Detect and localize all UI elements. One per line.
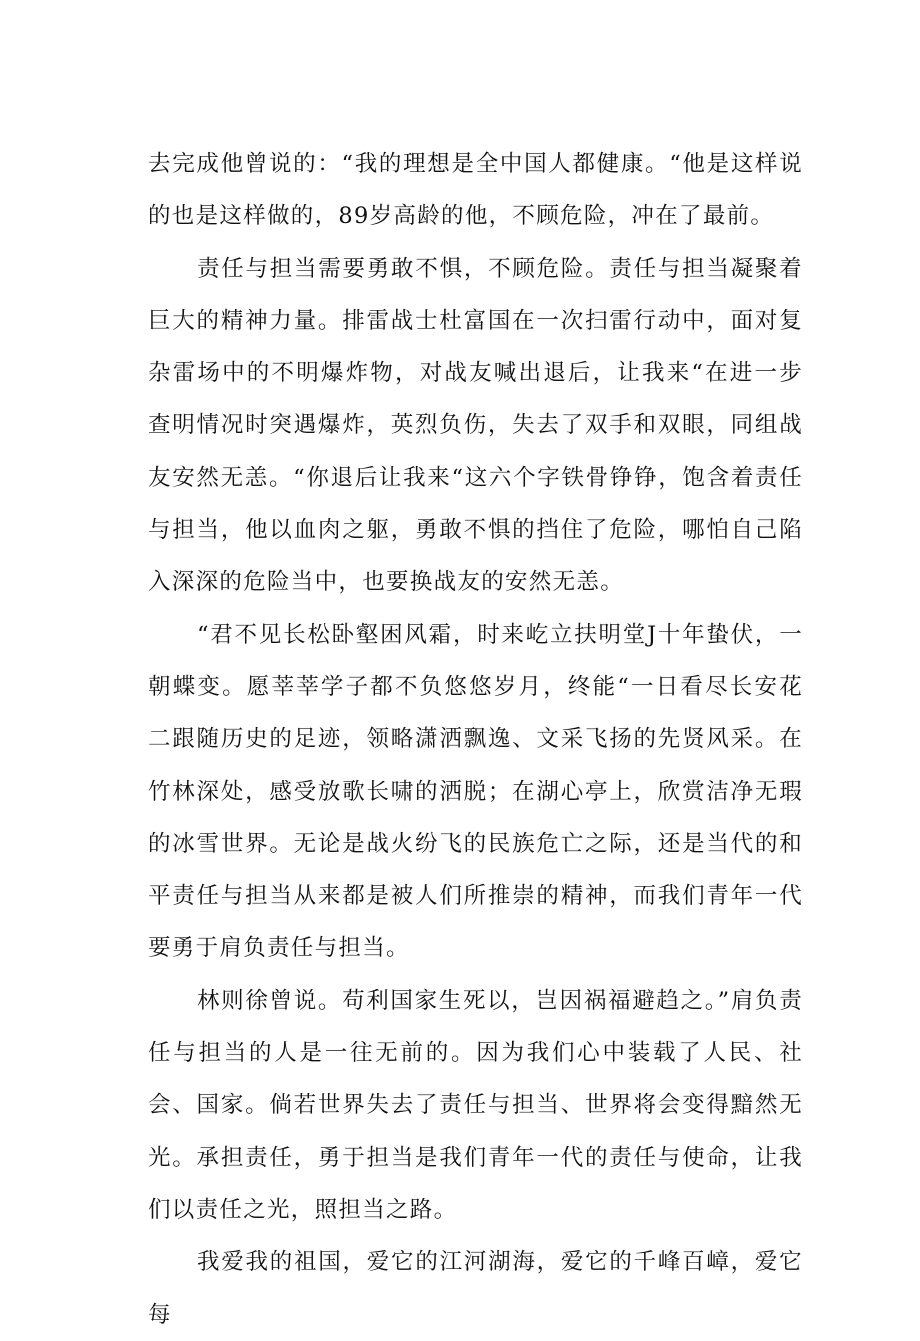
paragraph-2: 责任与担当需要勇敢不惧，不顾危险。责任与担当凝聚着巨大的精神力量。排雷战士杜富国在一次扫雷行动中，面对复杂雷场中的不明爆炸物，对战友喊出退后，让我来“在进一步查明情况时突遇爆炸，英烈负伤，失去了双手和双眼，同组战友安然无恙。“你退后让我来“这六个字铁骨铮铮，饱含着责任与担当，他以血肉之躯，勇敢不惧的挡住了危险，哪怕自己陷入深深的危险当中，也要换战友的安然无恙。 <box>148 255 803 596</box>
paragraph-5: 我爱我的祖国，爱它的江河湖海，爱它的千峰百嶂，爱它每 <box>148 1249 803 1328</box>
paragraph-1: 去完成他曾说的：“我的理想是全中国人都健康。“他是这样说的也是这样做的，89岁高龄的他，不顾危险，冲在了最前。 <box>148 151 803 230</box>
paragraph-3: “君不见长松卧壑困风霜，时来屹立扶明堂J十年蛰伏，一朝蝶变。愿莘莘学子都不负悠悠岁月，终能“一日看尽长安花二跟随历史的足迹，领略潇洒飘逸、文采飞扬的先贤风采。在竹林深处，感受放歌长啸的洒脱；在湖心亭上，欣赏洁净无瑕的冰雪世界。无论是战火纷飞的民族危亡之际，还是当代的和平责任与担当从来都是被人们所推崇的精神，而我们青年一代要勇于肩负责任与担当。 <box>148 621 803 962</box>
document-body <box>148 138 803 1341</box>
paragraph-4: 林则徐曾说。苟利国家生死以，岂因祸福避趋之。”肩负责任与担当的人是一往无前的。因为我们心中装载了人民、社会、国家。倘若世界失去了责任与担当、世界将会变得黯然无光。承担责任，勇于担当是我们青年一代的责任与使命，让我们以责任之光，照担当之路。 <box>148 987 803 1223</box>
